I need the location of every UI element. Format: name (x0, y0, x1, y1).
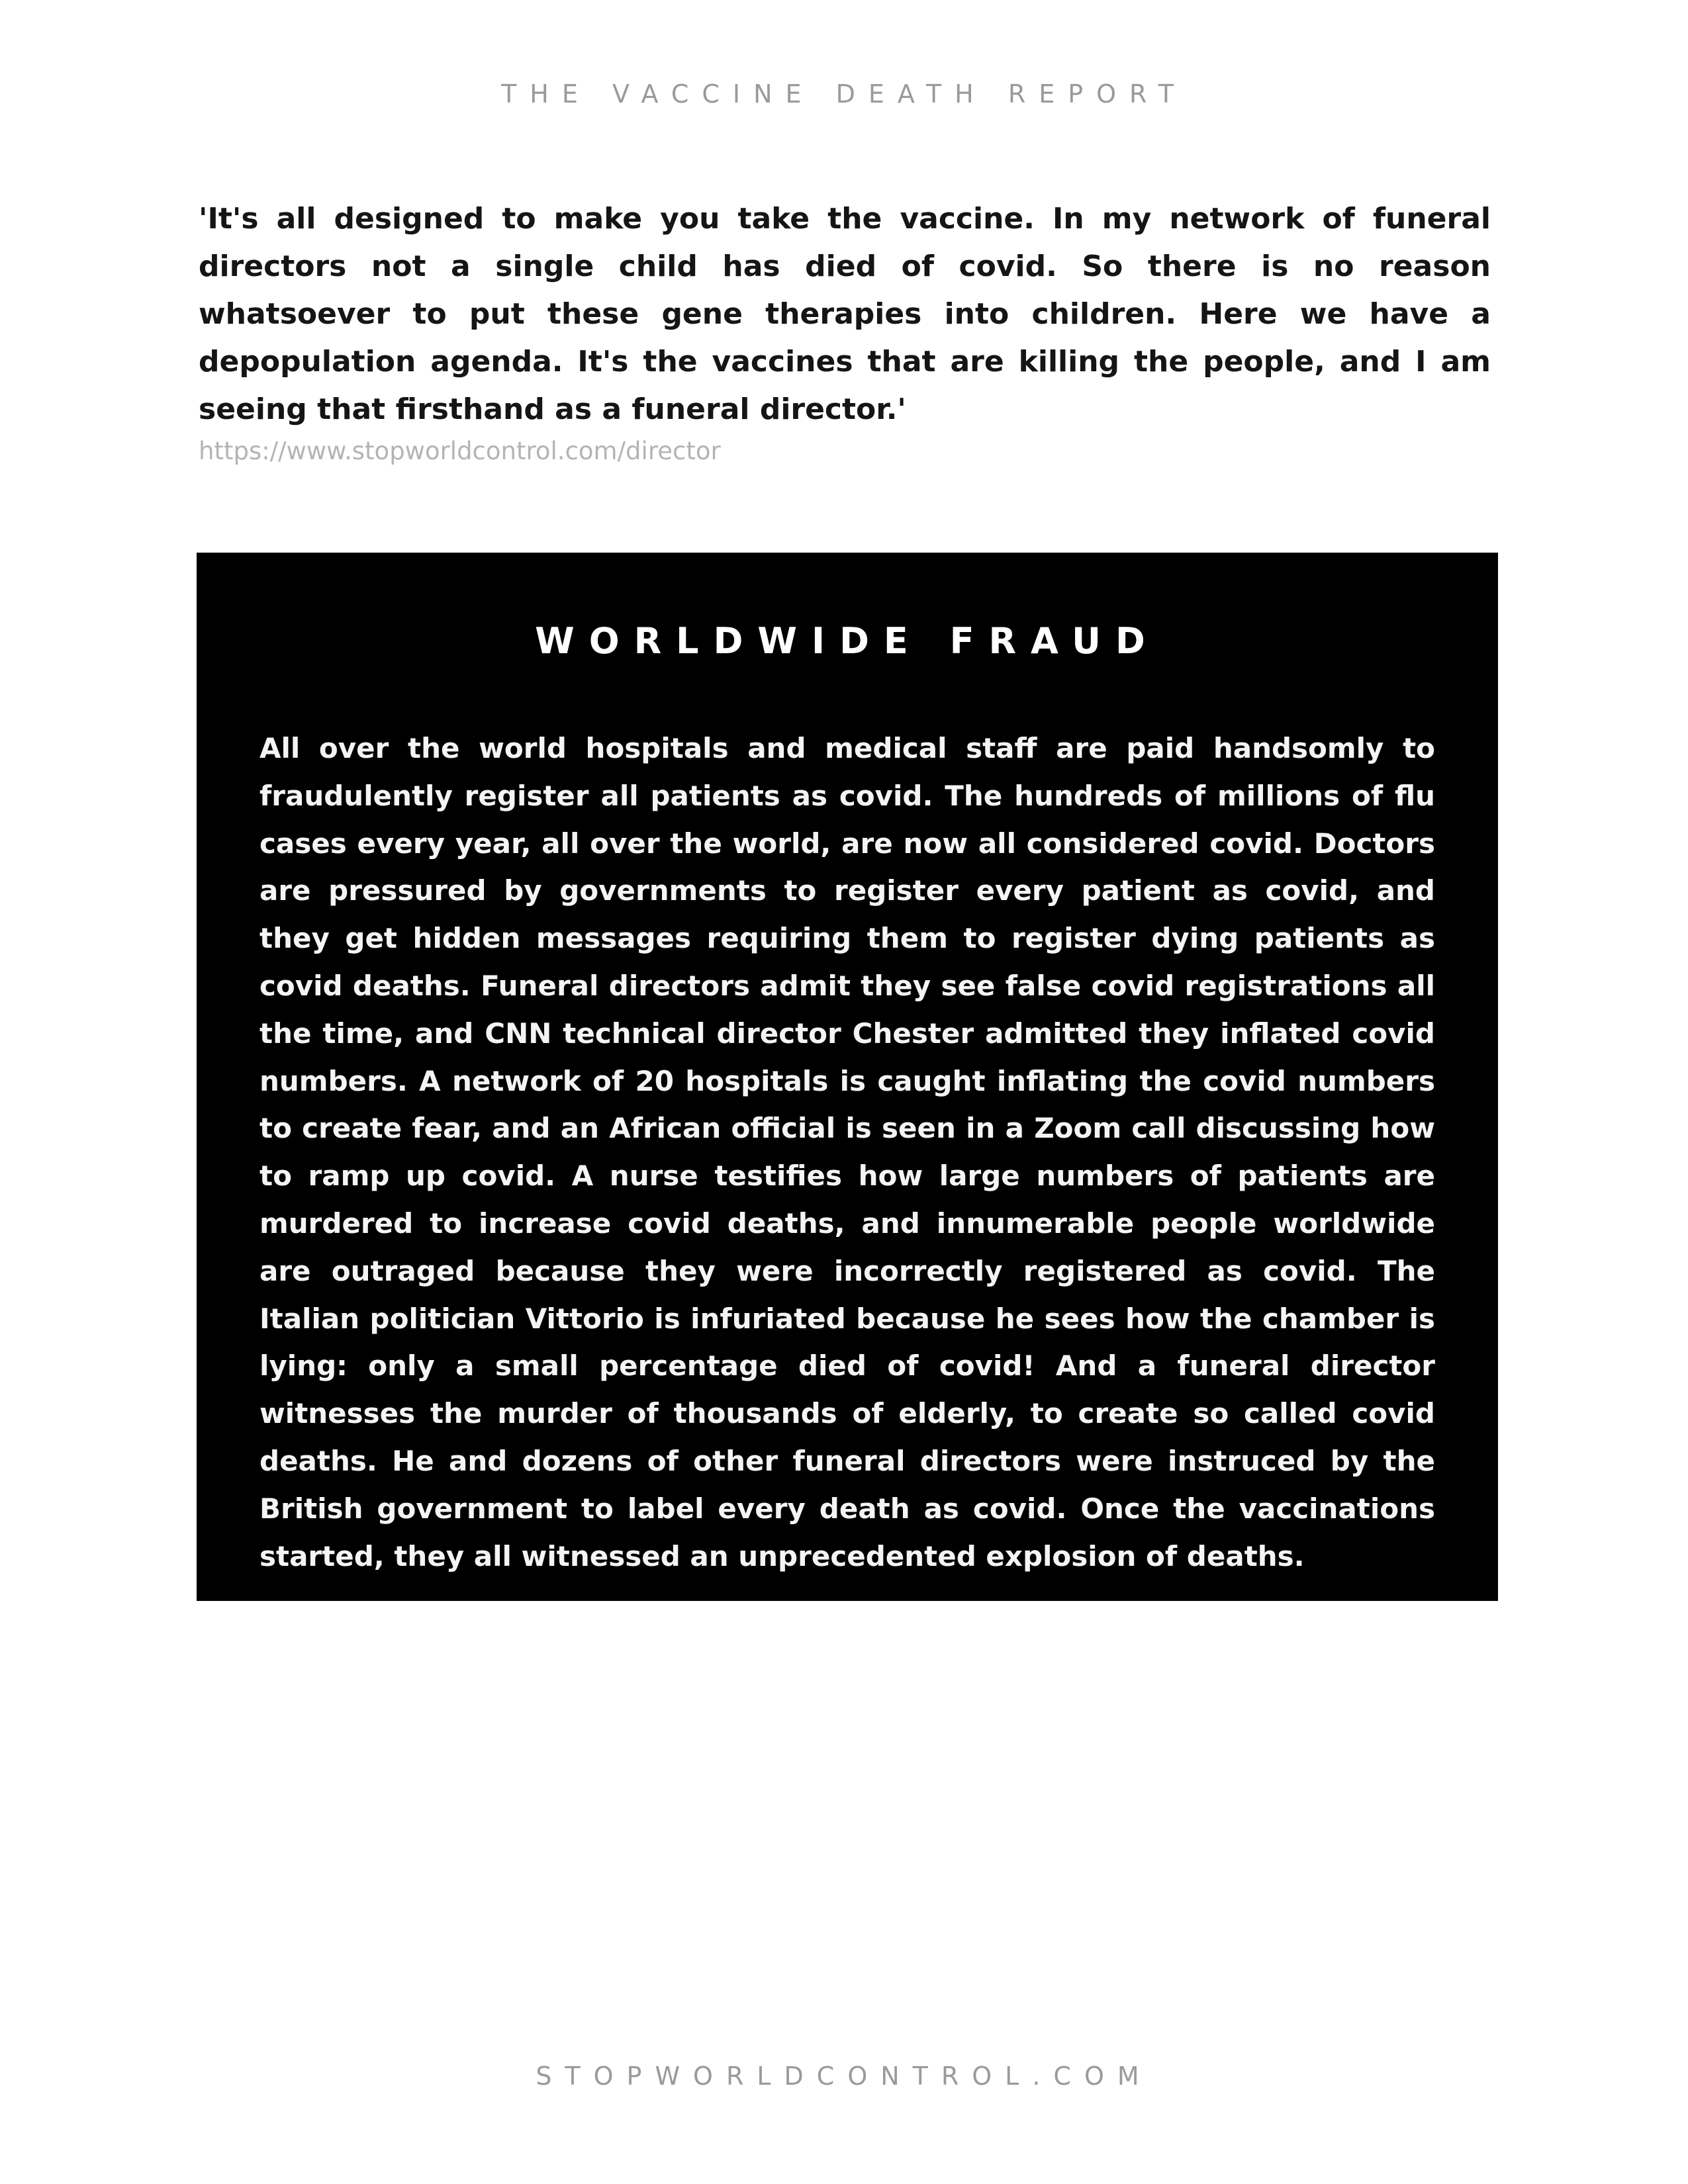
running-footer-site: STOPWORLDCONTROL.COM (536, 2062, 1152, 2091)
running-header-title: THE VACCINE DEATH REPORT (501, 79, 1187, 109)
quote-source-link[interactable]: https://www.stopworldcontrol.com/director (199, 437, 721, 465)
funeral-director-quote: 'It's all designed to make you take the vaccine. In my network of funeral directors not a single child has died of covid. So there is no reason whatsoever to put these gene therapies into children. Here we have a depopulation agenda. It's the vaccines that are killing the people, and I am seeing that firsthand as a funeral director.' (199, 202, 1491, 426)
worldwide-fraud-title: WORLDWIDE FRAUD (535, 620, 1160, 662)
worldwide-fraud-box (197, 553, 1498, 1601)
worldwide-fraud-body: All over the world hospitals and medical staff are paid handsomly to fraudulently register all patients as covid. The hundreds of millions of flu cases every year, all over the world, are now all considered covid. Doctors are pressured by governments to register every patient as covid, and they get hidden messages requiring them to register dying patients as covid deaths. Funeral directors admit they see false covid registrations all the time, and CNN technical director Chester admitted they inflated covid numbers. A network of 20 hospitals is caught inflating the covid numbers to create fear, and an African official is seen in a Zoom call discussing how to ramp up covid. A nurse testifies how large numbers of patients are murdered to increase covid deaths, and innumerable people worldwide are outraged because they were incorrectly registered as covid. The Italian politician Vittorio is infuriated because he sees how the chamber is lying: only a small percentage died of covid! And a funeral director witnesses the murder of thousands of elderly, to create so called covid deaths. He and dozens of other funeral directors were instruced by the British government to label every death as covid. Once the vaccinations started, they all witnessed an unprecedented explosion of deaths. (259, 732, 1435, 1572)
